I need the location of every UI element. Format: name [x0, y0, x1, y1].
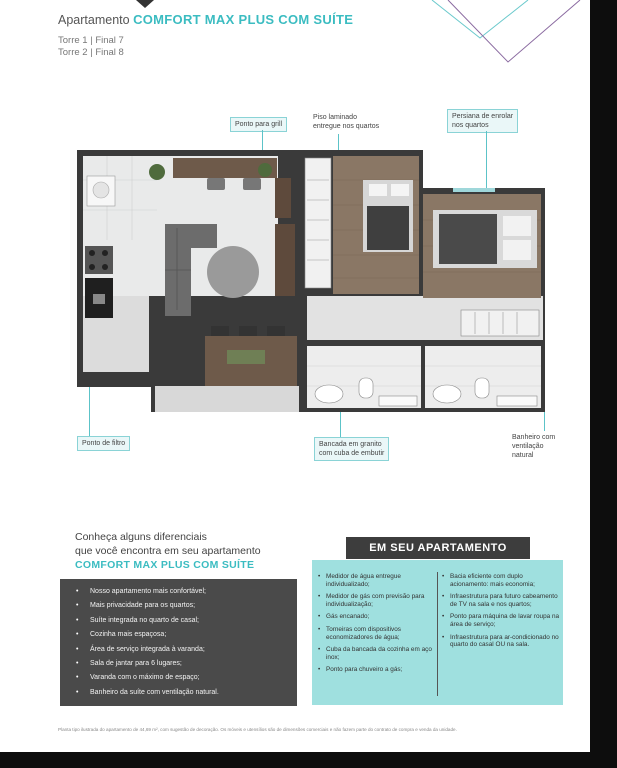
feature-item: • Banheiro da suíte com ventilação natural.	[76, 686, 297, 700]
apartment-feature-item: • Ponto para chuveiro a gás;	[318, 666, 434, 674]
callout-bancada	[314, 437, 389, 461]
apartment-feature-item: • Medidor de água entregue individualizado;	[318, 573, 434, 588]
feature-item: • Suíte integrada no quarto de casal;	[76, 614, 297, 628]
tower-line-2: Torre 2 | Final 8	[58, 47, 124, 58]
callout-banheiro-line-3: natural	[512, 452, 534, 459]
intro-line-2: que você encontra em seu apartamento	[75, 545, 261, 557]
title-highlight: COMFORT MAX PLUS COM SUÍTE	[133, 12, 354, 27]
apartment-feature-item: • Cuba da bancada da cozinha em aço inox;	[318, 646, 434, 661]
feature-item: • Varanda com o máximo de espaço;	[76, 671, 297, 685]
callout-persiana-line-1: Persiana de enrolar	[452, 113, 514, 120]
floor-plan	[77, 150, 549, 415]
feature-item: • Nosso apartamento mais confortável;	[76, 585, 297, 599]
feature-item: • Cozinha mais espaçosa;	[76, 628, 297, 642]
callout-grill: Ponto para grill	[230, 117, 287, 132]
intro-text	[75, 530, 261, 572]
callout-bancada-line-2: com cuba de embutir	[319, 450, 385, 457]
callout-persiana-line-2: nos quartos	[452, 122, 489, 129]
apartment-section-header: EM SEU APARTAMENTO	[346, 537, 530, 559]
apartment-features-right	[442, 573, 560, 654]
callout-piso	[313, 113, 379, 131]
apartment-feature-item: • Infraestrutura para ar-condicionado no quarto do casal OU na sala.	[442, 634, 560, 649]
apartment-feature-item: • Bacia eficiente com duplo acionamento: mais economia;	[442, 573, 560, 588]
apartment-feature-item: • Torneiras com dispositivos economizadores de água;	[318, 626, 434, 641]
features-box	[60, 579, 297, 706]
feature-item: • Área de serviço integrada à varanda;	[76, 643, 297, 657]
feature-item: • Mais privacidade para os quartos;	[76, 599, 297, 613]
page-title	[58, 12, 353, 27]
bottom-edge-bar	[0, 752, 617, 768]
callout-piso-line-2: entregue nos quartos	[313, 123, 380, 130]
apartment-features-left	[318, 573, 434, 679]
title-prefix: Apartamento	[58, 13, 130, 27]
right-edge-bar	[590, 0, 617, 768]
apartment-feature-item: • Medidor de gás com previsão para individualização;	[318, 593, 434, 608]
intro-line-1: Conheça alguns diferenciais	[75, 531, 207, 543]
top-notch-marker	[136, 0, 154, 8]
apartment-feature-item: • Ponto para máquina de lavar roupa na área de serviço;	[442, 613, 560, 628]
callout-bancada-line-1: Bancada em granito	[319, 441, 382, 448]
callout-banheiro	[512, 433, 555, 460]
apartment-feature-item: • Gás encanado;	[318, 613, 434, 621]
callout-persiana	[447, 109, 518, 133]
intro-highlight: COMFORT MAX PLUS COM SUÍTE	[75, 559, 255, 571]
tower-line-1: Torre 1 | Final 7	[58, 35, 124, 46]
column-divider	[437, 572, 438, 696]
callout-banheiro-line-2: ventilação	[512, 443, 544, 450]
callout-filtro: Ponto de filtro	[77, 436, 130, 451]
apartment-features-box	[312, 560, 563, 705]
apartment-feature-item: • Infraestrutura para futuro cabeamento de TV na sala e nos quartos;	[442, 593, 560, 608]
callout-banheiro-line-1: Banheiro com	[512, 434, 556, 441]
callout-piso-line-1: Piso laminado	[313, 114, 357, 121]
decorative-lines	[420, 0, 590, 70]
feature-item: • Sala de jantar para 6 lugares;	[76, 657, 297, 671]
features-list	[60, 579, 297, 700]
footnote: Planta tipo ilustrada do apartamento de 44,69 m², com sugestão de decoração. Os móveis e utensílios são de dimensões comerciais e não fazem parte do contrato de compra e venda da unidade.	[58, 727, 457, 732]
